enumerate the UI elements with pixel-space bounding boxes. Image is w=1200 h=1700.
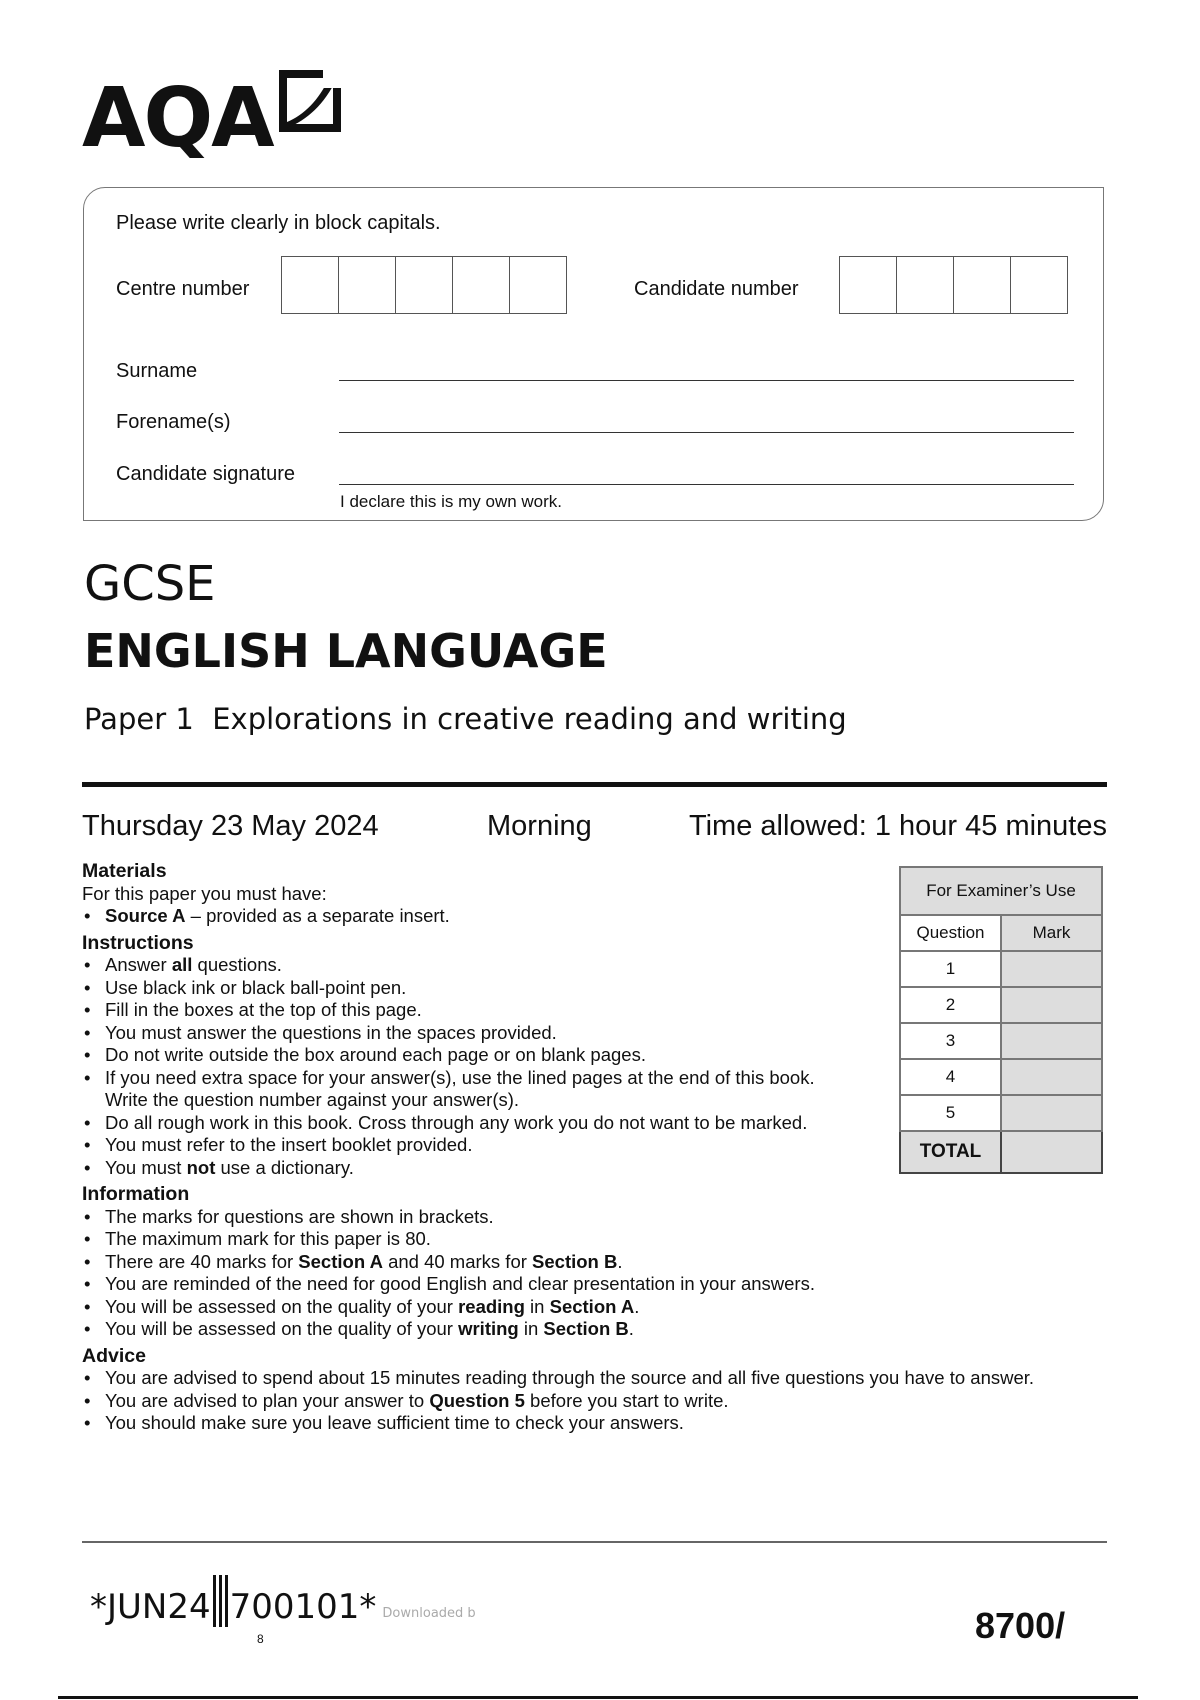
instructions-heading: Instructions bbox=[82, 931, 194, 954]
advice-heading: Advice bbox=[82, 1344, 146, 1367]
instruction-item: • Answer all questions. bbox=[82, 954, 842, 977]
barcode-bars-icon bbox=[213, 1575, 228, 1627]
information-item: • You are reminded of the need for good English and clear presentation in your answers. bbox=[82, 1273, 1092, 1296]
instruction-item: • Fill in the boxes at the top of this page. bbox=[82, 999, 842, 1022]
centre-number-label: Centre number bbox=[116, 278, 250, 300]
question-column-header: Question bbox=[900, 915, 1001, 951]
barcode-left-text: *JUN24 bbox=[90, 1587, 211, 1627]
exam-date: Thursday 23 May 2024 bbox=[82, 810, 379, 842]
qualification-title: GCSE bbox=[84, 556, 216, 612]
signature-field[interactable] bbox=[339, 484, 1074, 485]
examiners-use-table bbox=[899, 866, 1103, 1174]
barcode-right-text: 700101* bbox=[229, 1587, 377, 1627]
information-item: • The marks for questions are shown in brackets. bbox=[82, 1206, 1092, 1229]
instruction-item: • Do all rough work in this book. Cross through any work you do not want to be marked. bbox=[82, 1112, 842, 1135]
mark-cell bbox=[1001, 1059, 1102, 1095]
advice-item: • You are advised to plan your answer to Question 5 before you start to write. bbox=[82, 1390, 1092, 1413]
mark-cell bbox=[1001, 1023, 1102, 1059]
mark-cell bbox=[1001, 1095, 1102, 1131]
mark-cell bbox=[1001, 951, 1102, 987]
instruction-item: • If you need extra space for your answer(s), use the lined pages at the end of this book. Write the question number against your answer(s). bbox=[82, 1067, 842, 1112]
materials-heading: Materials bbox=[82, 860, 167, 882]
information-item: • You will be assessed on the quality of your writing in Section B. bbox=[82, 1318, 1092, 1341]
total-mark-cell bbox=[1001, 1131, 1102, 1173]
information-item: • There are 40 marks for Section A and 40 marks for Section B. bbox=[82, 1251, 1092, 1274]
watermark: Downloaded b bbox=[382, 1606, 476, 1621]
mark-column-header: Mark bbox=[1001, 915, 1102, 951]
advice-item: • You are advised to spend about 15 minutes reading through the source and all five questions you have to answer. bbox=[82, 1367, 1092, 1390]
total-label: TOTAL bbox=[900, 1131, 1001, 1173]
instruction-item: • You must refer to the insert booklet provided. bbox=[82, 1134, 842, 1157]
examiners-use-title: For Examiner’s Use bbox=[900, 867, 1102, 915]
question-number: 2 bbox=[900, 987, 1001, 1023]
aqa-logo bbox=[82, 70, 341, 166]
materials-intro: For this paper you must have: bbox=[82, 882, 327, 904]
paper-code: 8700/ bbox=[975, 1605, 1066, 1646]
signature-label: Candidate signature bbox=[116, 463, 296, 485]
aqa-logo-text: AQA bbox=[82, 71, 273, 166]
declaration-text: I declare this is my own work. bbox=[340, 492, 563, 511]
time-allowed: Time allowed: 1 hour 45 minutes bbox=[688, 810, 1107, 842]
subject-title: ENGLISH LANGUAGE bbox=[84, 624, 608, 678]
question-number: 1 bbox=[900, 951, 1001, 987]
information-item: • You will be assessed on the quality of your reading in Section A. bbox=[82, 1296, 1092, 1319]
materials-item: • Source A – provided as a separate insert. bbox=[82, 905, 942, 928]
instruction-item: • You must answer the questions in the spaces provided. bbox=[82, 1022, 842, 1045]
footer-divider bbox=[82, 1541, 1107, 1543]
aqa-logo-mark-icon bbox=[279, 70, 341, 132]
candidate-number-label: Candidate number bbox=[634, 278, 799, 300]
instruction-item: • Use black ink or black ball-point pen. bbox=[82, 977, 842, 1000]
centre-number-input[interactable] bbox=[281, 256, 567, 314]
question-number: 3 bbox=[900, 1023, 1001, 1059]
paper-title: Paper 1 Explorations in creative reading and writing bbox=[84, 702, 847, 736]
information-heading: Information bbox=[82, 1183, 190, 1205]
divider bbox=[82, 782, 1107, 787]
forenames-label: Forename(s) bbox=[116, 411, 231, 433]
candidate-number-input[interactable] bbox=[839, 256, 1068, 314]
form-instruction: Please write clearly in block capitals. bbox=[116, 212, 441, 234]
candidate-details-form bbox=[83, 187, 1104, 521]
information-item: • The maximum mark for this paper is 80. bbox=[82, 1228, 1092, 1251]
surname-label: Surname bbox=[116, 360, 198, 382]
mark-cell bbox=[1001, 987, 1102, 1023]
question-number: 5 bbox=[900, 1095, 1001, 1131]
question-number: 4 bbox=[900, 1059, 1001, 1095]
instruction-item: • You must not use a dictionary. bbox=[82, 1157, 842, 1180]
barcode bbox=[90, 1575, 476, 1627]
surname-field[interactable] bbox=[339, 380, 1074, 381]
forenames-field[interactable] bbox=[339, 432, 1074, 433]
exam-session: Morning bbox=[487, 810, 592, 842]
advice-item: • You should make sure you leave sufficient time to check your answers. bbox=[82, 1412, 1092, 1435]
page-bottom-rule bbox=[58, 1696, 1138, 1699]
instruction-item: • Do not write outside the box around each page or on blank pages. bbox=[82, 1044, 842, 1067]
barcode-sub: 8 bbox=[257, 1632, 264, 1646]
